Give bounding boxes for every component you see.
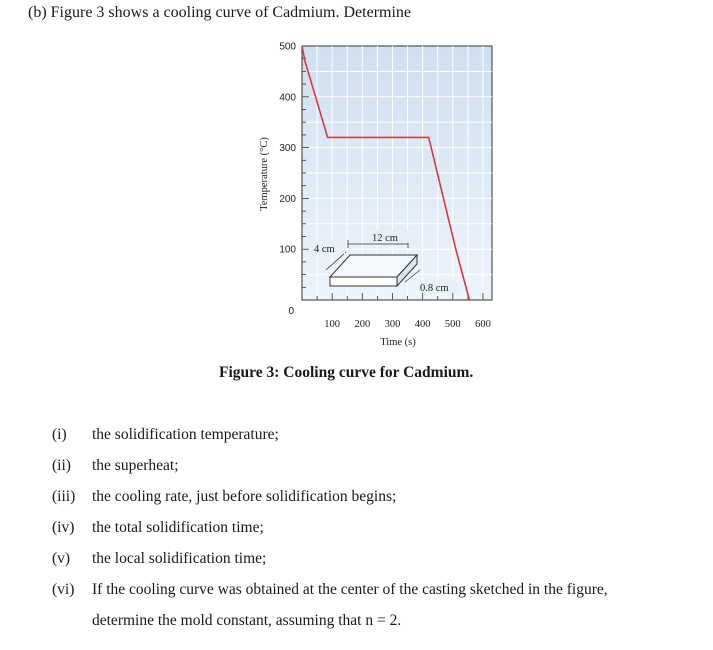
- figure-caption: Figure 3: Cooling curve for Cadmium.: [219, 364, 474, 381]
- question-item: [52, 550, 266, 568]
- question-text: the solidification temperature;: [92, 426, 279, 443]
- question-number: (vi): [52, 581, 75, 598]
- question-number: (iv): [52, 519, 75, 536]
- question-item: [52, 426, 279, 444]
- question-text: the superheat;: [92, 457, 179, 474]
- question-heading: (b) Figure 3 shows a cooling curve of Cadmium. Determine: [28, 4, 412, 21]
- y-axis-label: Temperature (°C): [259, 137, 270, 211]
- length-annotation: 12 cm: [372, 233, 398, 244]
- x-tick-label: 300: [384, 319, 401, 330]
- thickness-annotation: 0.8 cm: [420, 283, 449, 294]
- y-tick-label: 500: [279, 41, 296, 53]
- question-text: If the cooling curve was obtained at the center of the casting sketched in the figure,: [92, 581, 608, 598]
- x-tick-label: 100: [324, 319, 341, 330]
- question-item: [52, 488, 396, 506]
- question-text: the cooling rate, just before solidification begins;: [92, 488, 397, 505]
- question-text: the local solidification time;: [92, 550, 267, 567]
- question-item: [52, 581, 608, 599]
- question-text: the total solidification time;: [92, 519, 264, 536]
- x-tick-label: 500: [444, 319, 461, 330]
- question-number: (v): [52, 550, 71, 567]
- x-tick-label: 600: [475, 319, 491, 330]
- y-tick-label: 200: [279, 193, 296, 205]
- question-item: [52, 457, 179, 475]
- y-tick-label: 100: [279, 244, 296, 256]
- y-tick-label: 300: [279, 143, 296, 155]
- question-number: (i): [52, 426, 67, 443]
- y-tick-label: 0: [288, 306, 294, 317]
- x-tick-label: 200: [354, 319, 371, 330]
- y-tick-label: 400: [279, 92, 296, 104]
- width-annotation: 4 cm: [314, 244, 335, 255]
- x-axis-label: Time (s): [380, 337, 416, 348]
- question-text-continuation: determine the mold constant, assuming that n = 2.: [92, 612, 402, 629]
- question-number: (iii): [52, 488, 76, 505]
- x-tick-label: 400: [414, 319, 431, 330]
- question-item: [52, 519, 264, 537]
- question-number: (ii): [52, 457, 71, 474]
